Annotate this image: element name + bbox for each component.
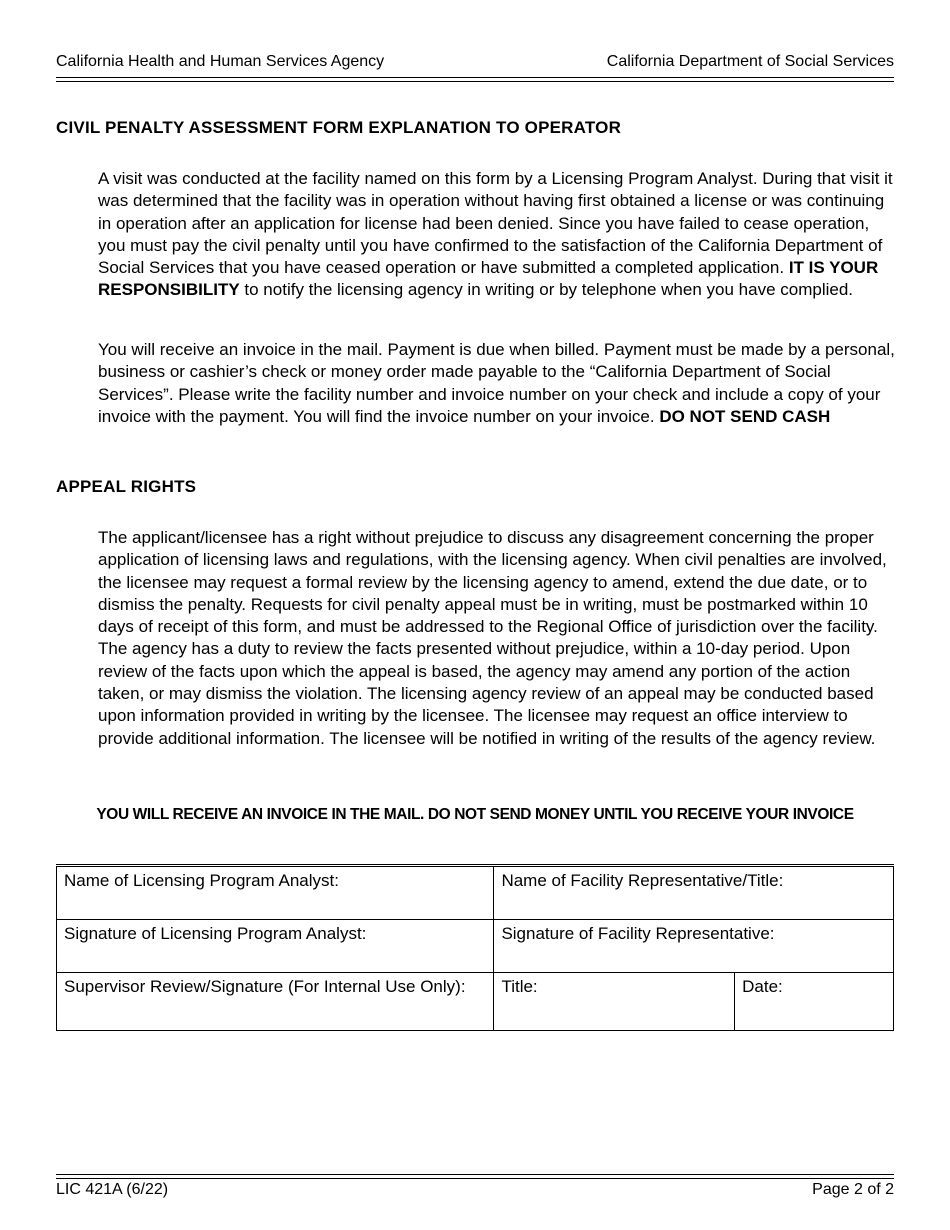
- analyst-name-field[interactable]: Name of Licensing Program Analyst:: [57, 866, 494, 920]
- department-name: California Department of Social Services: [606, 53, 894, 70]
- appeal-rights-title: APPEAL RIGHTS: [56, 477, 197, 496]
- facility-rep-name-field[interactable]: Name of Facility Representative/Title:: [494, 866, 894, 920]
- footer-divider: [56, 1174, 894, 1179]
- agency-name: California Health and Human Services Agency: [56, 53, 385, 70]
- form-id: LIC 421A (6/22): [56, 1181, 169, 1198]
- page-footer: [56, 1180, 894, 1200]
- facility-rep-signature-field[interactable]: Signature of Facility Representative:: [494, 920, 894, 973]
- appeal-rights-paragraph: The applicant/licensee has a right without prejudice to discuss any disagreement concerning the proper application of licensing laws and regulations, with the licensing agency. When civil penalties are involved, the licensee may request a formal review by the licensing agency to amend, extend the due date, or to dismiss the penalty. Requests for civil penalty appeal must be in writing, must be postmarked within 10 days of receipt of this form, and must be addressed to the Regional Office of jurisdiction over the facility. The agency has a duty to review the facts presented without prejudice, within a 10-day period. Upon review of the facts upon which the appeal is based, the agency may amend any portion of the action taken, or may dismiss the violation. The licensing agency review of an appeal may be conducted based upon information provided in writing by the licensee. The licensee may request an office interview to provide additional information. The licensee will be notified in writing of the results of the agency review.: [98, 528, 887, 748]
- explanation-p1-text-b: to notify the licensing agency in writing or by telephone when you have complied.: [239, 280, 853, 300]
- explanation-p2-text: You will receive an invoice in the mail. Payment is due when billed. Payment must be made by a personal, business or cashier’s check or money order made payable to the “California Department of Social Services”. Please write the facility number and invoice number on your check and include a copy of your invoice with the payment. You will find the invoice number on your invoice.: [98, 340, 895, 426]
- analyst-signature-field[interactable]: Signature of Licensing Program Analyst:: [57, 920, 494, 973]
- responsibility-emphasis: IT IS YOUR RESPONSIBILITY: [98, 258, 879, 300]
- explanation-title: CIVIL PENALTY ASSESSMENT FORM EXPLANATION TO OPERATOR: [56, 118, 622, 137]
- no-cash-emphasis: DO NOT SEND CASH: [659, 406, 831, 426]
- header-divider: [56, 77, 894, 82]
- page-header: [56, 52, 894, 72]
- explanation-p1-text-a: A visit was conducted at the facility named on this form by a Licensing Program Analyst. During that visit it was determined that the facility was in operation without having first obtained a license or was continuing in operation after an application for license had been denied. Since you have failed to cease operation, you must pay the civil penalty until you have confirmed to the satisfaction of the California Department of Social Services that you have ceased operation or have submitted a completed application.: [98, 169, 893, 278]
- page-number: Page 2 of 2: [812, 1181, 894, 1198]
- invoice-notice: YOU WILL RECEIVE AN INVOICE IN THE MAIL. DO NOT SEND MONEY UNTIL YOU RECEIVE YOUR INVOICE: [96, 806, 854, 823]
- supervisor-review-field[interactable]: Supervisor Review/Signature (For Internal Use Only):: [57, 973, 494, 1031]
- explanation-paragraph-2: [98, 339, 898, 428]
- date-field[interactable]: Date:: [735, 973, 894, 1031]
- signature-table: [56, 864, 894, 1031]
- title-field[interactable]: Title:: [494, 973, 735, 1031]
- explanation-paragraph-1: [98, 168, 898, 302]
